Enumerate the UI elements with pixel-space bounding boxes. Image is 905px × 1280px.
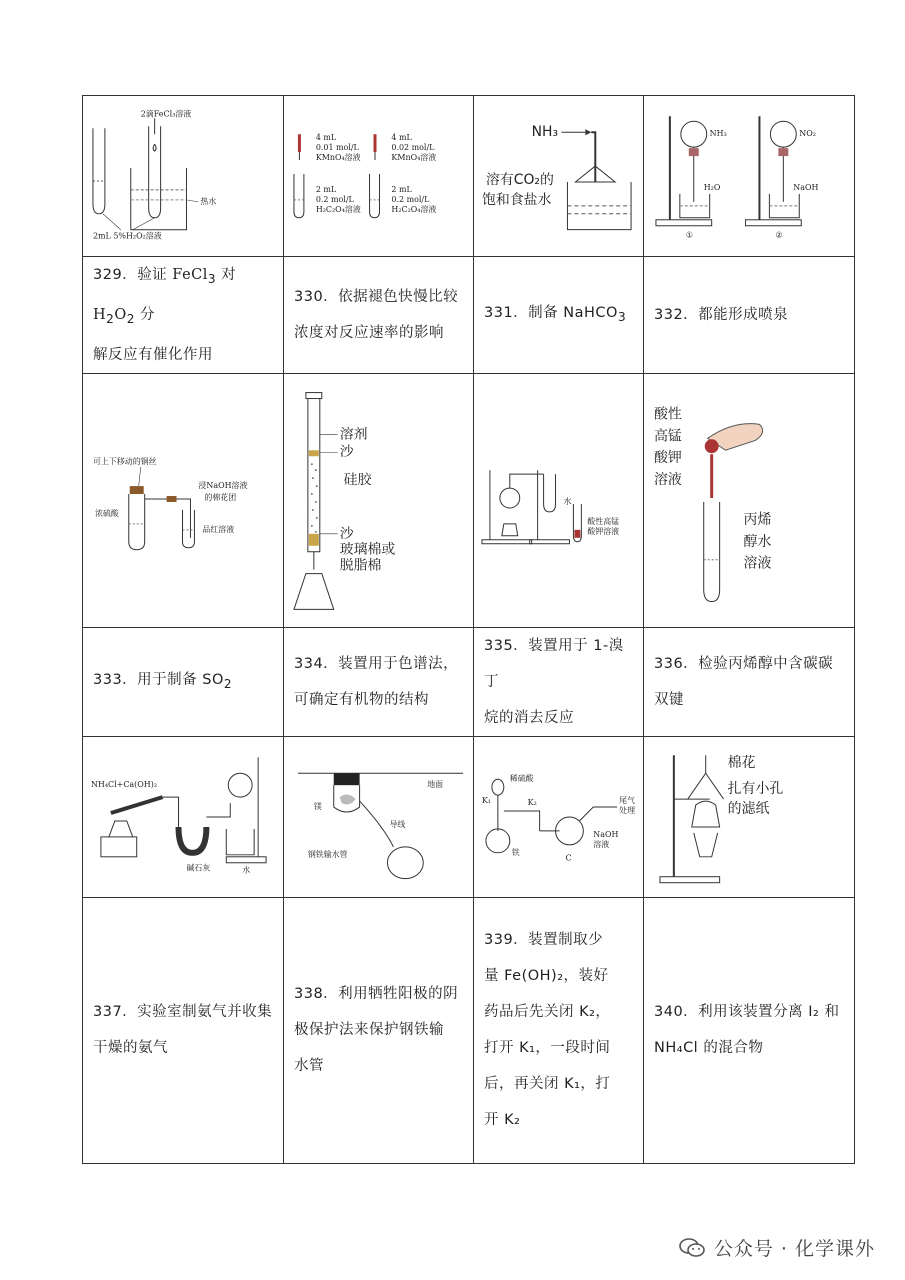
- caption-336: 336．检验丙烯醇中含碳碳 双键: [644, 627, 855, 736]
- label-sand-bottom: 沙: [339, 525, 354, 542]
- caption-339: 339．装置制取少 量 Fe(OH)₂，装好 药品后先关闭 K₂， 打开 K₁，一段时间 后，再关闭 K₁，打 开 K₂: [474, 897, 644, 1163]
- caption-329: 329．验证 FeCl$_3$ 对 $H_2O_2$ 分 解反应有催化作用: [83, 257, 284, 374]
- label-332-nh3: NH₃: [709, 129, 727, 139]
- label-330-c3: H₂C₂O₄溶液: [315, 204, 361, 214]
- label-acidic: 酸性: [653, 406, 682, 423]
- label-fecl3: 2滴FeCl₃溶液: [140, 109, 192, 119]
- label-magenta: 品红溶液: [202, 524, 235, 534]
- label-sand-top: 沙: [339, 444, 354, 461]
- label-copper-wire: 可上下移动的铜丝: [92, 456, 157, 466]
- label-332-water: H₂O: [703, 182, 721, 192]
- watermark-text: 公众号 · 化学课外: [713, 1238, 875, 1260]
- label-potassium: 酸钾: [653, 449, 682, 466]
- figure-337: [83, 736, 284, 897]
- caption-338: 338．利用牺牲阳极的阴 极保护法来保护钢铁输 水管: [284, 897, 474, 1163]
- label-c: C: [565, 853, 572, 863]
- label-propenol: 丙烯: [743, 511, 772, 528]
- label-solution-339: 溶液: [593, 839, 610, 849]
- label-nh3: NH₃: [531, 124, 559, 141]
- label-hot-water: 热水: [200, 196, 217, 206]
- label-steel-pipe: 钢铁输水管: [307, 849, 348, 859]
- figure-339: [474, 736, 644, 897]
- label-naoh-339: NaOH: [593, 829, 619, 839]
- label-solvent: 溶剂: [339, 426, 368, 443]
- label-330-b1: 4 mL: [391, 133, 412, 143]
- label-330-a2: 0.01 mol/L: [315, 143, 359, 153]
- label-alcohol-water: 醇水: [743, 533, 772, 550]
- label-iron: 铁: [511, 847, 520, 857]
- label-co2-solution: 溶有CO₂的: [485, 171, 554, 188]
- label-k1: K₁: [481, 795, 492, 805]
- label-332-n1: ①: [685, 230, 693, 240]
- label-wire: 导线: [389, 819, 406, 829]
- label-330-c1: 2 mL: [315, 184, 337, 194]
- figure-340: [644, 736, 855, 897]
- caption-337: 337．实验室制氨气并收集 干燥的氨气: [83, 897, 284, 1163]
- label-naoh-cotton-2: 的棉花团: [204, 492, 237, 502]
- figure-330: [284, 96, 474, 257]
- figure-332: [644, 96, 855, 257]
- caption-332: 332．都能形成喷泉: [644, 257, 855, 374]
- label-water-335: 水: [563, 496, 572, 506]
- label-brine: 饱和食盐水: [481, 191, 552, 208]
- caption-340: 340．利用该装置分离 I₂ 和 NH₄Cl 的混合物: [644, 897, 855, 1163]
- label-silica: 硅胶: [343, 471, 372, 488]
- label-tail-gas: 尾气: [619, 795, 636, 805]
- label-330-b2: 0.02 mol/L: [391, 143, 435, 153]
- wechat-icon: [678, 1237, 706, 1259]
- label-330-d2: 0.2 mol/L: [391, 194, 430, 204]
- label-water-337: 水: [242, 865, 251, 875]
- label-h2o2: 2mL 5%H₂O₂溶液: [92, 231, 162, 241]
- figure-331: [474, 96, 644, 257]
- label-treatment: 处理: [619, 805, 636, 815]
- caption-333: 333．用于制备 $SO_2$: [83, 627, 284, 736]
- label-glass-wool: 玻璃棉或: [339, 541, 396, 558]
- label-conc-h2so4: 浓硫酸: [94, 508, 119, 518]
- figure-329: [83, 96, 284, 257]
- figure-333: [83, 373, 284, 627]
- label-high-mn: 高锰: [653, 428, 682, 445]
- label-solution-336b: 溶液: [743, 555, 772, 572]
- label-cotton-340: 棉花: [727, 755, 756, 772]
- label-dilute-h2so4: 稀硫酸: [509, 773, 534, 783]
- label-330-c2: 0.2 mol/L: [315, 194, 354, 204]
- label-330-d1: 2 mL: [391, 184, 412, 194]
- label-332-naoh: NaOH: [793, 182, 819, 192]
- caption-335: 335．装置用于 1-溴丁 烷的消去反应: [474, 627, 644, 736]
- label-cotton: 脱脂棉: [339, 557, 382, 574]
- label-332-n2: ②: [775, 230, 783, 240]
- caption-330: 330．依据褪色快慢比较 浓度对反应速率的影响: [284, 257, 474, 374]
- label-330-b3: KMnO₄溶液: [391, 153, 437, 163]
- label-solution-336a: 溶液: [653, 471, 682, 488]
- label-filter-paper: 的滤纸: [727, 800, 770, 817]
- caption-331: 331．制备 NaHCO$_3$: [474, 257, 644, 374]
- label-soda-lime: 碱石灰: [186, 863, 211, 873]
- figure-335: [474, 373, 644, 627]
- label-330-d3: H₂C₂O₄溶液: [391, 204, 437, 214]
- label-332-no2: NO₂: [799, 129, 816, 139]
- label-kmno4-335-1: 酸性高锰: [587, 516, 620, 526]
- caption-334: 334．装置用于色谱法， 可确定有机物的结构: [284, 627, 474, 736]
- question-table: [82, 95, 855, 1164]
- label-nh4cl: NH₄Cl+Ca(OH)₂: [90, 779, 158, 789]
- label-k2: K₂: [527, 797, 537, 807]
- figure-334: [284, 373, 474, 627]
- watermark: [678, 1234, 875, 1261]
- figure-338: [284, 736, 474, 897]
- label-naoh-cotton-1: 浸NaOH溶液: [198, 480, 248, 490]
- label-mg: 镁: [313, 801, 322, 811]
- label-pierced: 扎有小孔: [727, 780, 784, 797]
- figure-336: [644, 373, 855, 627]
- label-330-a3: KMnO₄溶液: [315, 153, 361, 163]
- label-kmno4-335-2: 酸钾溶液: [587, 526, 620, 536]
- label-330-a1: 4 mL: [315, 133, 337, 143]
- label-ground: 地面: [427, 779, 444, 789]
